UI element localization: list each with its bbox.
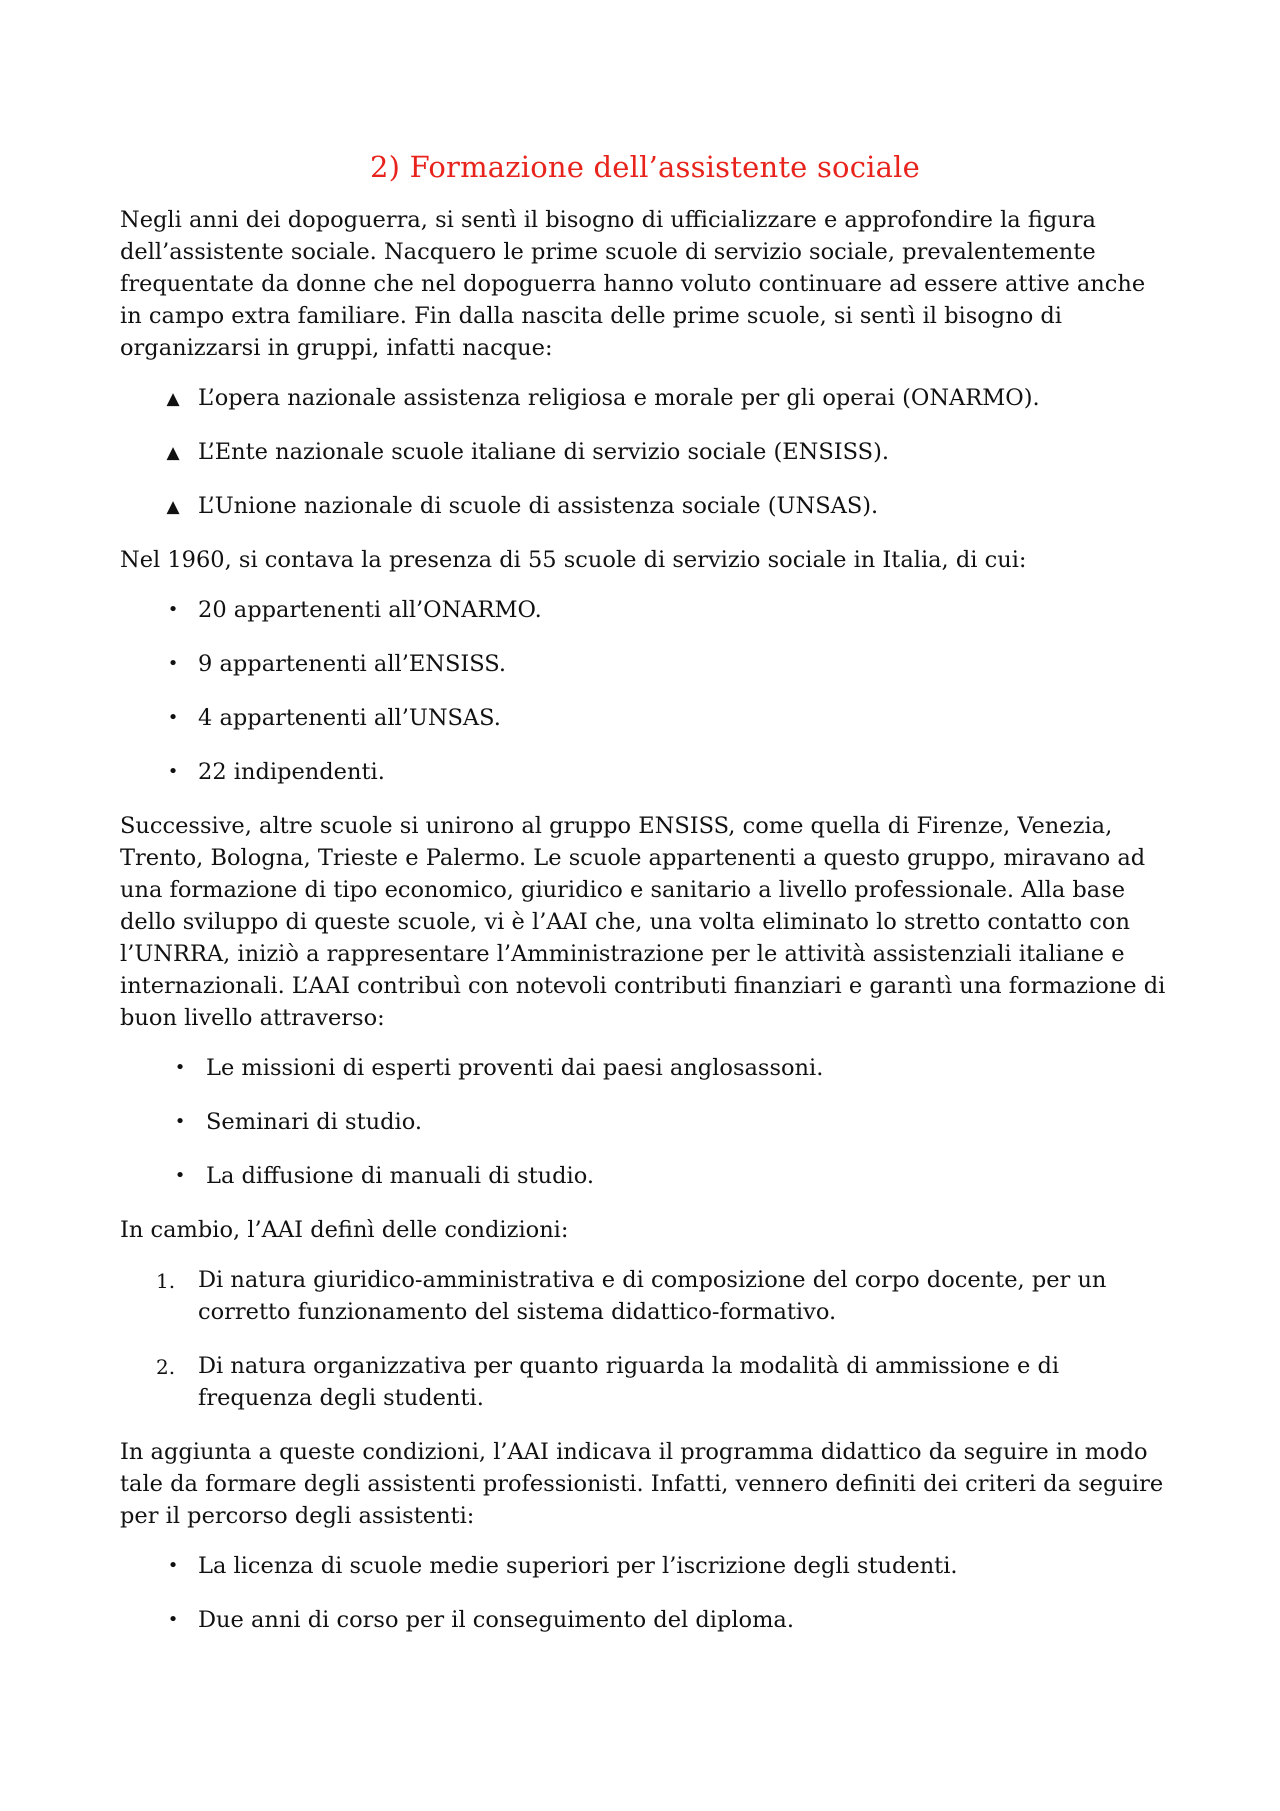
triangle-bullet-icon: ▲ [166, 443, 180, 463]
list-item [120, 594, 1170, 626]
list-item-text: 4 appartenenti all’UNSAS. [198, 705, 501, 731]
list-item [120, 1160, 1170, 1192]
list-item-text: L’Unione nazionale di scuole di assistenza sociale (UNSAS). [198, 493, 879, 519]
ensiss-paragraph: Successive, altre scuole si unirono al gruppo ENSISS, come quella di Firenze, Venezia, Trento, Bologna, Trieste e Palermo. Le scuole appartenenti a questo gruppo, miravano ad una formazione di tipo economico, giuridico e sanitario a livello professionale. Alla base dello sviluppo di queste scuole, vi è l’AAI che, una volta eliminato lo stretto contatto con l’UNRRA, iniziò a rappresentare l’Amministrazione per le attività assistenziali italiane e internazionali. L’AAI contribuì con notevoli contributi finanziari e garantì una formazione di buon livello attraverso: [120, 813, 1166, 1031]
list-item [120, 1264, 1170, 1328]
list-item [120, 756, 1170, 788]
list-item-text: Di natura giuridico-amministrativa e di composizione del corpo docente, per un corretto funzionamento del sistema didattico-formativo. [198, 1267, 1107, 1325]
list-item [120, 1106, 1170, 1138]
triangle-bullet-icon: ▲ [166, 497, 180, 517]
bullet-dot-icon: • [167, 761, 179, 782]
list-item [120, 490, 1170, 522]
list-number: 2. [156, 1355, 176, 1379]
list-item [120, 382, 1170, 414]
list-item-text: 9 appartenenti all’ENSISS. [198, 651, 507, 677]
list-item-text: L’opera nazionale assistenza religiosa e morale per gli operai (ONARMO). [198, 385, 1040, 411]
bullet-dot-icon: • [167, 599, 179, 620]
bullet-dot-icon: • [174, 1111, 186, 1132]
list-item [120, 1550, 1170, 1582]
schools-breakdown-list [120, 594, 1170, 788]
program-paragraph: In aggiunta a queste condizioni, l’AAI indicava il programma didattico da seguire in modo tale da formare degli assistenti professionisti. Infatti, vennero definiti dei criteri da seguire per il percorso degli assistenti: [120, 1439, 1164, 1529]
bullet-dot-icon: • [174, 1165, 186, 1186]
list-item-text: Due anni di corso per il conseguimento del diploma. [198, 1607, 794, 1633]
list-item-text: La diffusione di manuali di studio. [206, 1163, 595, 1189]
organizations-list [120, 382, 1170, 522]
list-item [120, 1604, 1170, 1636]
list-item-text: Seminari di studio. [206, 1109, 423, 1135]
list-item-text: Di natura organizzativa per quanto riguarda la modalità di ammissione e di frequenza degli studenti. [198, 1353, 1060, 1411]
list-item [120, 436, 1170, 468]
bullet-dot-icon: • [174, 1057, 186, 1078]
intro-paragraph: Negli anni dei dopoguerra, si sentì il bisogno di ufficializzare e approfondire la figura dell’assistente sociale. Nacquero le prime scuole di servizio sociale, prevalentemente frequentate da donne che nel dopoguerra hanno voluto continuare ad essere attive anche in campo extra familiare. Fin dalla nascita delle prime scuole, si sentì il bisogno di organizzarsi in gruppi, infatti nacque: [120, 207, 1146, 361]
list-item [120, 702, 1170, 734]
list-number: 1. [156, 1269, 176, 1293]
list-item-text: 20 appartenenti all’ONARMO. [198, 597, 542, 623]
triangle-bullet-icon: ▲ [166, 389, 180, 409]
bullet-dot-icon: • [167, 653, 179, 674]
criteria-list [120, 1550, 1170, 1636]
conditions-paragraph: In cambio, l’AAI definì delle condizioni: [120, 1217, 569, 1243]
list-item [120, 1350, 1170, 1414]
list-item [120, 1052, 1170, 1084]
bullet-dot-icon: • [167, 1555, 179, 1576]
training-means-list [120, 1052, 1170, 1192]
list-item-text: 22 indipendenti. [198, 759, 385, 785]
schools-count-paragraph: Nel 1960, si contava la presenza di 55 scuole di servizio sociale in Italia, di cui: [120, 547, 1027, 573]
list-item-text: La licenza di scuole medie superiori per l’iscrizione degli studenti. [198, 1553, 958, 1579]
bullet-dot-icon: • [167, 707, 179, 728]
list-item-text: L’Ente nazionale scuole italiane di servizio sociale (ENSISS). [198, 439, 890, 465]
document-page [120, 150, 1170, 1658]
list-item [120, 648, 1170, 680]
list-item-text: Le missioni di esperti proventi dai paesi anglosassoni. [206, 1055, 824, 1081]
page-title: 2) Formazione dell’assistente sociale [370, 150, 920, 184]
conditions-list [120, 1264, 1170, 1414]
bullet-dot-icon: • [167, 1609, 179, 1630]
